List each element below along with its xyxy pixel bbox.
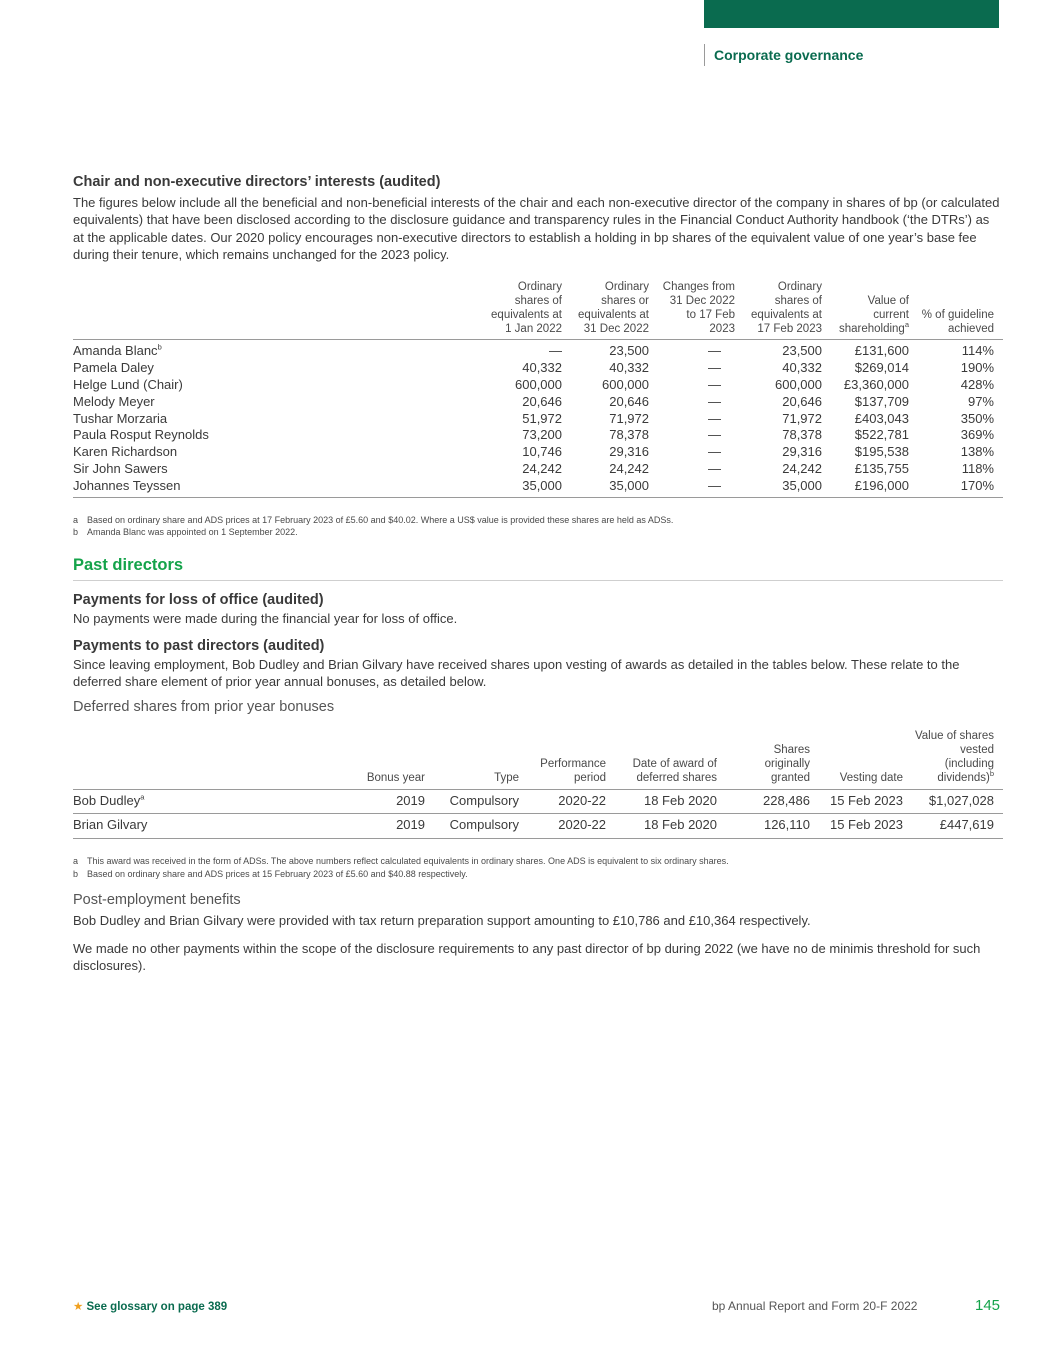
award-type: Compulsory [449,817,519,833]
table-row [73,340,1003,360]
table-row [73,814,1003,839]
shares-feb-2023: 29,316 [782,444,822,460]
shares-dec-2022: 71,972 [609,410,649,426]
change-value: — [708,460,721,476]
header-jan-2022: Ordinary shares of equivalents at 1 Jan 2022 [491,281,562,335]
deferred-shares-heading: Deferred shares from prior year bonuses [73,699,335,716]
chair-interests-intro: The figures below include all the beneficial and non-beneficial interests of the chair and each non-executive director of the company in shares of bp (or calculated equivalents) that have been disclosed according to the disclosure guidance and transparency rules in the Financial Conduct Authority handbook (‘the DTRs’) as at the applicable dates. Our 2020 policy encourages non-executive directors to establish a holding in bp shares of the equivalent value of one year’s base fee during their tenure, which remains unchanged for the 2023 policy. [73,195,1000,262]
footnote: a Based on ordinary share and ADS prices at 17 February 2023 of £5.60 and $40.02. Where a US$ value is provided these shares are held as ADSs. [73,514,674,525]
shares-feb-2023: 35,000 [782,477,822,493]
shares-jan-2022: 600,000 [515,376,562,392]
shares-jan-2022: 24,242 [522,460,562,476]
table-row [73,427,1003,444]
director-name: Sir John Sawers [73,460,168,476]
shares-feb-2023: 24,242 [782,460,822,476]
shares-dec-2022: 20,646 [609,393,649,409]
header-color-bar [704,0,999,28]
shares-jan-2022: 40,332 [522,360,562,376]
glossary-label: See glossary on page 389 [86,1301,228,1313]
vested-value: $1,027,028 [928,792,994,808]
shareholding-value: $137,709 [854,393,909,409]
award-date: 18 Feb 2020 [643,817,717,833]
star-icon: ★ [73,1301,84,1313]
award-type: Compulsory [449,792,519,808]
bonus-year: 2019 [396,792,425,808]
change-value: — [708,444,721,460]
past-footnotes [73,855,1003,880]
shares-feb-2023: 71,972 [782,410,822,426]
shares-dec-2022: 600,000 [602,376,649,392]
change-value: — [708,343,721,359]
table-header-row [73,281,1003,340]
guideline-pct: 369% [960,427,994,443]
shareholding-value: £403,043 [854,410,909,426]
guideline-pct: 170% [960,477,994,493]
table-row [73,377,1003,394]
payments-past-heading: Payments to past directors (audited) [73,637,325,654]
shareholding-value: £196,000 [854,477,909,493]
table-row [73,444,1003,461]
chair-footnotes [73,514,1003,539]
glossary-link[interactable] [73,1299,227,1313]
award-date: 18 Feb 2020 [643,792,717,808]
shares-jan-2022: 51,972 [522,410,562,426]
director-name: Melody Meyer [73,393,155,409]
shares-feb-2023: 20,646 [782,393,822,409]
table-row [73,478,1003,497]
table-row [73,461,1003,478]
other-payments-text: We made no other payments within the scope of the disclosure requirements to any past director of bp during 2022 (we have no de minimis threshold for such disclosures). [73,940,981,973]
shares-feb-2023: 78,378 [782,427,822,443]
header-bonus-year: Bonus year [366,771,425,784]
loss-of-office-text: No payments were made during the financial year for loss of office. [73,610,458,626]
guideline-pct: 350% [960,410,994,426]
guideline-pct: 138% [960,444,994,460]
header-director [73,730,335,789]
header-vesting: Vesting date [839,771,903,784]
shares-granted: 126,110 [763,817,810,833]
director-name: Pamela Daley [73,360,154,376]
table-header-row [73,730,1003,789]
header-award-date: Date of award of deferred shares [632,758,717,784]
director-name: Paula Rosput Reynolds [73,427,209,443]
shareholding-value: $522,781 [854,427,909,443]
change-value: — [708,376,721,392]
vested-value: £447,619 [939,817,994,833]
director-name: Karen Richardson [73,444,178,460]
table-row [73,411,1003,428]
change-value: — [708,393,721,409]
director-name: Tushar Morzaria [73,410,168,426]
shares-dec-2022: 23,500 [609,343,649,359]
shareholding-value: £3,360,000 [843,376,909,392]
header-type: Type [494,771,519,784]
header-feb-2023: Ordinary shares of equivalents at 17 Feb 2023 [751,281,822,335]
shareholding-value: $195,538 [854,444,909,460]
shares-jan-2022: 35,000 [522,477,562,493]
shares-granted: 228,486 [763,792,810,808]
vesting-date: 15 Feb 2023 [829,792,903,808]
page-number: 145 [975,1297,1001,1314]
header-dec-2022: Ordinary shares or equivalents at 31 Dec 2022 [578,281,649,335]
report-title: bp Annual Report and Form 20-F 2022 [712,1299,918,1313]
shareholding-value: £135,755 [854,460,909,476]
header-name [73,281,475,340]
header-vested-value: Value of shares vested (including dividends)$^b$ [914,730,994,784]
table-row [73,394,1003,411]
shares-feb-2023: 40,332 [782,360,822,376]
post-employment-text: Bob Dudley and Brian Gilvary were provided with tax return preparation support amounting to £10,786 and £10,364 respectively. [73,913,811,929]
footnote: b Amanda Blanc was appointed on 1 September 2022. [73,527,298,538]
shares-feb-2023: 23,500 [782,343,822,359]
shares-dec-2022: 78,378 [609,427,649,443]
guideline-pct: 114% [961,343,994,359]
header-granted: Shares originally granted [764,744,810,784]
guideline-pct: 118% [961,460,994,476]
ned-interests-table [73,281,1003,497]
post-employment-heading: Post-employment benefits [73,892,241,909]
guideline-pct: 428% [960,376,994,392]
past-directors-heading: Past directors [73,554,1003,581]
shares-dec-2022: 35,000 [609,477,649,493]
shares-jan-2022: — [549,343,562,359]
shares-dec-2022: 24,242 [609,460,649,476]
loss-of-office-heading: Payments for loss of office (audited) [73,591,324,608]
payments-past-text: Since leaving employment, Bob Dudley and Brian Gilvary have received shares upon vesting of awards as detailed in the tables below. These relate to the deferred share element of prior year annual bonuses, as detailed below. [73,656,960,690]
table-row [73,789,1003,814]
change-value: — [708,410,721,426]
guideline-pct: 97% [967,393,994,409]
bonus-year: 2019 [396,817,425,833]
shares-jan-2022: 10,746 [522,444,562,460]
chair-interests-heading: Chair and non-executive directors’ interests (audited) [73,174,441,190]
change-value: — [708,427,721,443]
guideline-pct: 190% [960,360,994,376]
change-value: — [708,360,721,376]
shares-jan-2022: 20,646 [522,393,562,409]
table-row [73,360,1003,377]
footnote: a This award was received in the form of ADSs. The above numbers reflect calculated equivalents in ordinary shares. One ADS is equivalent to six ordinary shares. [73,856,729,867]
shareholding-value: $269,014 [854,360,909,376]
performance-period: 2020-22 [558,792,606,808]
change-value: — [708,477,721,493]
director-name: Amanda Blanc$^b$ [73,343,162,359]
shares-dec-2022: 29,316 [609,444,649,460]
header-guideline: % of guideline achieved [921,308,994,335]
section-title: Corporate governance [704,44,863,66]
shareholding-value: £131,600 [854,343,909,359]
header-value: Value of current shareholding$^a$ [838,294,909,335]
director-name: Bob Dudley$^a$ [73,792,145,808]
performance-period: 2020-22 [558,817,606,833]
header-changes: Changes from 31 Dec 2022 to 17 Feb 2023 [662,281,735,335]
deferred-shares-table [73,730,1003,839]
shares-dec-2022: 40,332 [609,360,649,376]
director-name: Johannes Teyssen [73,477,181,493]
director-name: Brian Gilvary [73,817,148,833]
director-name: Helge Lund (Chair) [73,376,183,392]
footnote: b Based on ordinary share and ADS prices at 15 February 2023 of £5.60 and $40.88 respectively. [73,868,468,879]
shares-feb-2023: 600,000 [775,376,822,392]
main-content [73,172,1003,974]
header-period: Performance period [540,758,606,784]
shares-jan-2022: 73,200 [522,427,562,443]
vesting-date: 15 Feb 2023 [829,817,903,833]
